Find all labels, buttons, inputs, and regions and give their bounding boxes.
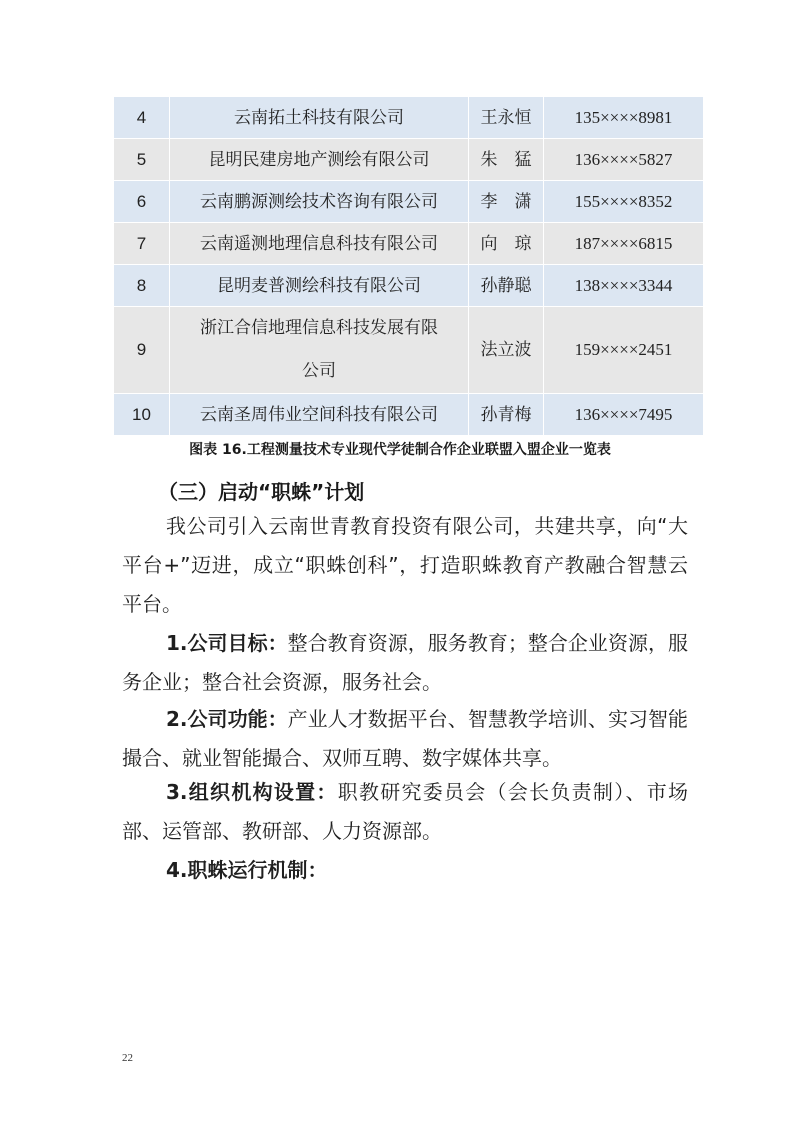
contact-person: 孙青梅 — [469, 394, 544, 436]
table-row — [114, 181, 704, 223]
item-paragraph-function — [122, 700, 688, 778]
contact-phone: 136××××7495 — [544, 394, 704, 436]
enterprise-table-wrap — [113, 96, 687, 436]
item-lead: 2.公司功能： — [166, 707, 288, 731]
row-number: 4 — [114, 97, 170, 139]
contact-phone: 159××××2451 — [544, 307, 704, 394]
table-row — [114, 394, 704, 436]
contact-phone: 155××××8352 — [544, 181, 704, 223]
item-paragraph-mechanism — [122, 851, 688, 890]
contact-person: 王永恒 — [469, 97, 544, 139]
item-lead: 4.职蛛运行机制： — [166, 858, 328, 882]
row-number: 5 — [114, 139, 170, 181]
contact-person: 孙静聪 — [469, 265, 544, 307]
row-number: 6 — [114, 181, 170, 223]
intro-paragraph: 我公司引入云南世青教育投资有限公司，共建共享，向“大平台+”迈进，成立“职蛛创科”，打造职蛛教育产教融合智慧云平台。 — [122, 514, 688, 616]
contact-person: 朱 猛 — [469, 139, 544, 181]
company-name: 昆明麦普测绘科技有限公司 — [170, 265, 469, 307]
contact-phone: 136××××5827 — [544, 139, 704, 181]
contact-person: 向 琼 — [469, 223, 544, 265]
table-row — [114, 307, 704, 394]
company-name-line2: 公司 — [302, 361, 336, 381]
contact-phone: 138××××3344 — [544, 265, 704, 307]
company-name: 云南拓土科技有限公司 — [170, 97, 469, 139]
enterprise-table — [113, 96, 704, 436]
section-title: （三）启动“职蛛”计划 — [158, 480, 365, 504]
item-lead: 3.组织机构设置： — [166, 780, 338, 804]
item-text: 职教研究委员会（会长负责制）、市场部、运管部、教研部、人力资源部。 — [122, 780, 689, 843]
row-number: 10 — [114, 394, 170, 436]
contact-phone: 187××××6815 — [544, 223, 704, 265]
company-name — [170, 307, 469, 394]
company-name-line1: 浙江合信地理信息科技发展有限 — [200, 318, 438, 338]
item-text: 产业人才数据平台、智慧教学培训、实习智能撮合、就业智能撮合、双师互聘、数字媒体共享。 — [122, 707, 689, 770]
table-row — [114, 97, 704, 139]
table-caption: 图表 16.工程测量技术专业现代学徒制合作企业联盟入盟企业一览表 — [189, 442, 611, 458]
company-name: 云南遥测地理信息科技有限公司 — [170, 223, 469, 265]
company-name: 昆明民建房地产测绘有限公司 — [170, 139, 469, 181]
item-paragraph-goal — [122, 624, 688, 702]
table-row — [114, 139, 704, 181]
item-text: 整合教育资源，服务教育；整合企业资源，服务企业；整合社会资源，服务社会。 — [122, 631, 689, 694]
contact-person: 法立波 — [469, 307, 544, 394]
item-paragraph-organization — [122, 773, 688, 851]
company-name: 云南鹏源测绘技术咨询有限公司 — [170, 181, 469, 223]
page-number: 22 — [122, 1052, 133, 1064]
contact-person: 李 潇 — [469, 181, 544, 223]
table-row — [114, 223, 704, 265]
row-number: 8 — [114, 265, 170, 307]
company-name: 云南圣周伟业空间科技有限公司 — [170, 394, 469, 436]
table-row — [114, 265, 704, 307]
row-number: 7 — [114, 223, 170, 265]
contact-phone: 135××××8981 — [544, 97, 704, 139]
row-number: 9 — [114, 307, 170, 394]
item-lead: 1.公司目标： — [166, 631, 288, 655]
